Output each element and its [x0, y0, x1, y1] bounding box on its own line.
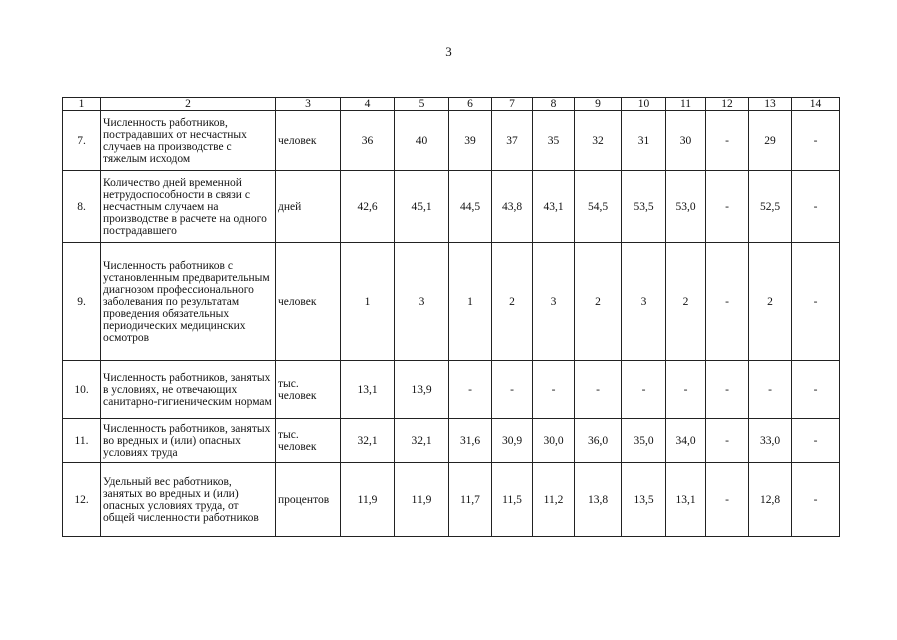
- value-cell: -: [533, 361, 575, 419]
- value-cell: 35: [533, 111, 575, 171]
- value-cell: 13,1: [666, 463, 706, 537]
- table-row: [63, 111, 840, 171]
- value-cell: 35,0: [622, 419, 666, 463]
- header-row: [63, 98, 840, 111]
- column-header: 11: [666, 98, 706, 111]
- value-cell: -: [622, 361, 666, 419]
- value-cell: 11,7: [449, 463, 492, 537]
- value-cell: 30: [666, 111, 706, 171]
- value-cell: 13,5: [622, 463, 666, 537]
- row-number: 7.: [63, 111, 101, 171]
- column-header: 2: [101, 98, 276, 111]
- value-cell: 3: [622, 243, 666, 361]
- column-header: 4: [341, 98, 395, 111]
- row-number: 11.: [63, 419, 101, 463]
- unit-cell: человек: [276, 111, 341, 171]
- value-cell: 33,0: [749, 419, 792, 463]
- value-cell: -: [792, 111, 840, 171]
- value-cell: 30,9: [492, 419, 533, 463]
- value-cell: 12,8: [749, 463, 792, 537]
- table-body: [63, 98, 840, 537]
- value-cell: -: [492, 361, 533, 419]
- value-cell: 11,2: [533, 463, 575, 537]
- column-header: 3: [276, 98, 341, 111]
- value-cell: -: [749, 361, 792, 419]
- value-cell: 1: [449, 243, 492, 361]
- value-cell: 36: [341, 111, 395, 171]
- indicator-name: Численность работников, занятых в условиях, не отвечающих санитарно-гигиеническим нормам: [101, 361, 276, 419]
- value-cell: -: [666, 361, 706, 419]
- value-cell: 32: [575, 111, 622, 171]
- unit-cell: человек: [276, 243, 341, 361]
- value-cell: 11,9: [395, 463, 449, 537]
- unit-cell: процентов: [276, 463, 341, 537]
- value-cell: 2: [749, 243, 792, 361]
- value-cell: -: [792, 171, 840, 243]
- column-header: 12: [706, 98, 749, 111]
- value-cell: 44,5: [449, 171, 492, 243]
- indicator-name: Количество дней временной нетрудоспособности в связи с несчастным случаем на производстве в расчете на одного пострадавшего: [101, 171, 276, 243]
- table-row: [63, 171, 840, 243]
- value-cell: 2: [575, 243, 622, 361]
- value-cell: -: [449, 361, 492, 419]
- value-cell: 54,5: [575, 171, 622, 243]
- row-number: 12.: [63, 463, 101, 537]
- value-cell: 31: [622, 111, 666, 171]
- value-cell: -: [792, 361, 840, 419]
- value-cell: 43,8: [492, 171, 533, 243]
- indicators-table: [62, 97, 840, 537]
- value-cell: -: [575, 361, 622, 419]
- row-number: 10.: [63, 361, 101, 419]
- unit-cell: тыс. человек: [276, 361, 341, 419]
- indicator-name: Численность работников с установленным предварительным диагнозом профессионального заболевания по результатам проведения обязательных периодических медицинских осмотров: [101, 243, 276, 361]
- indicator-name: Численность работников, пострадавших от несчастных случаев на производстве с тяжелым исходом: [101, 111, 276, 171]
- page-number: 3: [445, 44, 452, 59]
- value-cell: 13,1: [341, 361, 395, 419]
- value-cell: 36,0: [575, 419, 622, 463]
- value-cell: -: [706, 171, 749, 243]
- value-cell: 32,1: [395, 419, 449, 463]
- row-number: 9.: [63, 243, 101, 361]
- unit-cell: тыс. человек: [276, 419, 341, 463]
- column-header: 14: [792, 98, 840, 111]
- value-cell: 2: [666, 243, 706, 361]
- table-row: [63, 463, 840, 537]
- value-cell: 2: [492, 243, 533, 361]
- column-header: 6: [449, 98, 492, 111]
- value-cell: 13,8: [575, 463, 622, 537]
- value-cell: 31,6: [449, 419, 492, 463]
- column-header: 7: [492, 98, 533, 111]
- value-cell: -: [706, 419, 749, 463]
- value-cell: 11,9: [341, 463, 395, 537]
- value-cell: 53,5: [622, 171, 666, 243]
- column-header: 10: [622, 98, 666, 111]
- column-header: 9: [575, 98, 622, 111]
- value-cell: 1: [341, 243, 395, 361]
- column-header: 13: [749, 98, 792, 111]
- unit-cell: дней: [276, 171, 341, 243]
- value-cell: 3: [395, 243, 449, 361]
- column-header: 1: [63, 98, 101, 111]
- table-row: [63, 419, 840, 463]
- value-cell: 37: [492, 111, 533, 171]
- value-cell: -: [706, 243, 749, 361]
- indicator-name: Удельный вес работников, занятых во вредных и (или) опасных условиях труда, от общей численности работников: [101, 463, 276, 537]
- indicator-name: Численность работников, занятых во вредных и (или) опасных условиях труда: [101, 419, 276, 463]
- value-cell: 43,1: [533, 171, 575, 243]
- column-header: 8: [533, 98, 575, 111]
- table-row: [63, 361, 840, 419]
- value-cell: 3: [533, 243, 575, 361]
- column-header: 5: [395, 98, 449, 111]
- value-cell: -: [792, 419, 840, 463]
- value-cell: 40: [395, 111, 449, 171]
- value-cell: -: [706, 463, 749, 537]
- value-cell: 42,6: [341, 171, 395, 243]
- value-cell: 52,5: [749, 171, 792, 243]
- value-cell: -: [792, 463, 840, 537]
- value-cell: -: [706, 111, 749, 171]
- value-cell: 53,0: [666, 171, 706, 243]
- value-cell: 32,1: [341, 419, 395, 463]
- value-cell: 34,0: [666, 419, 706, 463]
- value-cell: 39: [449, 111, 492, 171]
- value-cell: 11,5: [492, 463, 533, 537]
- value-cell: -: [792, 243, 840, 361]
- value-cell: -: [706, 361, 749, 419]
- value-cell: 30,0: [533, 419, 575, 463]
- row-number: 8.: [63, 171, 101, 243]
- table-row: [63, 243, 840, 361]
- value-cell: 13,9: [395, 361, 449, 419]
- value-cell: 45,1: [395, 171, 449, 243]
- value-cell: 29: [749, 111, 792, 171]
